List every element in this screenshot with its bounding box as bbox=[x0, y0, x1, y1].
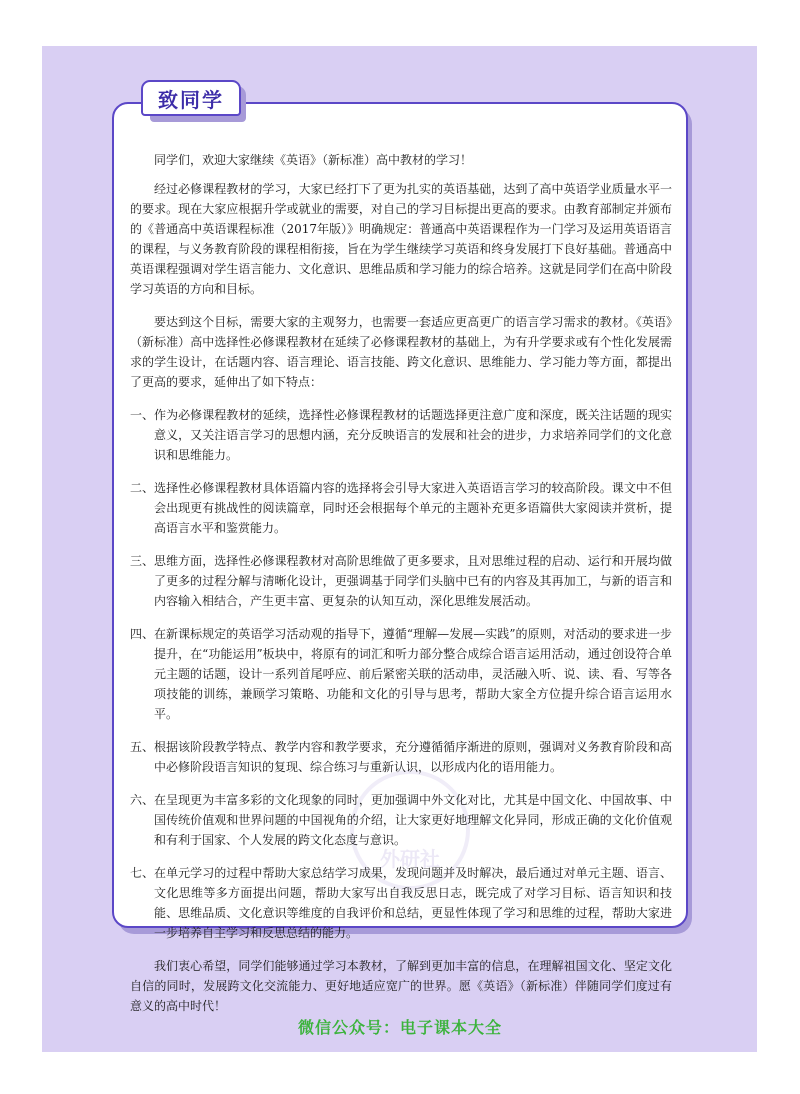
list-item-text: 在单元学习的过程中帮助大家总结学习成果，发现问题并及时解决，最后通过对单元主题、语言、文化思维等多方面提出问题，帮助大家写出自我反思日志，既完成了对学习目标、语言知识和技能、思维品质、文化意识等维度的自我评价和总结，更显性体现了学习和思维的过程，帮助大家进一步培养自主学习和反思总结的能力。 bbox=[154, 866, 672, 940]
list-item-number: 七、 bbox=[130, 866, 155, 880]
footer-wechat-text: 微信公众号：电子课本大全 bbox=[297, 1018, 502, 1037]
list-item-number: 六、 bbox=[130, 793, 155, 807]
page-title: 致同学 bbox=[141, 80, 241, 116]
closing-paragraph: 我们衷心希望，同学们能够通过学习本教材，了解到更加丰富的信息，在理解祖国文化、坚定文化自信的同时，发展跨文化交流能力、更好地适应宽广的世界。愿《英语》（新标准）伴随同学们度过有意义的高中时代！ bbox=[130, 959, 672, 1013]
list-item bbox=[130, 478, 672, 538]
list-item bbox=[130, 405, 672, 465]
list-item bbox=[130, 737, 672, 777]
list-item-text: 根据该阶段教学特点、教学内容和教学要求，充分遵循循序渐进的原则，强调对义务教育阶段和高中必修阶段语言知识的复现、综合练习与重新认识，以形成内化的语用能力。 bbox=[154, 740, 672, 774]
intro-paragraph-2: 要达到这个目标，需要大家的主观努力，也需要一套适应更高更广的语言学习需求的教材。《英语》（新标准）高中选择性必修课程教材在延续了必修课程教材的基础上，为有升学要求或有个性化发展需求的学生设计，在话题内容、语言理论、语言技能、跨文化意识、思维能力、学习能力等方面，都提出了更高的要求，延伸出了如下特点： bbox=[130, 315, 672, 389]
list-item bbox=[130, 790, 672, 850]
letter-content bbox=[130, 150, 672, 1016]
list-item-text: 作为必修课程教材的延续，选择性必修课程教材的话题选择更注意广度和深度，既关注话题的现实意义，又关注语言学习的思想内涵，充分反映语言的发展和社会的进步，力求培养同学们的文化意识和思维能力。 bbox=[154, 408, 672, 462]
list-item bbox=[130, 624, 672, 724]
list-item-number: 二、 bbox=[130, 481, 155, 495]
list-item-number: 四、 bbox=[130, 627, 155, 641]
list-item-text: 在新课标规定的英语学习活动观的指导下，遵循“理解—发展—实践”的原则，对活动的要求进一步提升，在“功能运用”板块中，将原有的词汇和听力部分整合成综合语言运用活动，通过创设符合单元主题的话题，设计一系列首尾呼应、前后紧密关联的活动串，灵活融入听、说、读、看、写等各项技能的训练，兼顾学习策略、功能和文化的引导与思考，帮助大家全方位提升综合语言运用水平。 bbox=[154, 627, 672, 721]
list-item-text: 在呈现更为丰富多彩的文化现象的同时，更加强调中外文化对比，尤其是中国文化、中国故事、中国传统价值观和世界问题的中国视角的介绍，让大家更好地理解文化异同，形成正确的文化价值观和有利于国家、个人发展的跨文化态度与意识。 bbox=[154, 793, 672, 847]
list-item bbox=[130, 863, 672, 943]
list-item-number: 一、 bbox=[130, 408, 155, 422]
list-item bbox=[130, 551, 672, 611]
intro-paragraph-1: 经过必修课程教材的学习，大家已经打下了更为扎实的英语基础，达到了高中英语学业质量水平一的要求。现在大家应根据升学或就业的需要，对自己的学习目标提出更高的要求。由教育部制定并颁布的《普通高中英语课程标准（2017年版）》明确规定：普通高中英语课程作为一门学习及运用英语语言的课程，与义务教育阶段的课程相衔接，旨在为学生继续学习英语和终身发展打下良好基础。普通高中英语课程强调对学生语言能力、文化意识、思维品质和学习能力的综合培养。这就是同学们在高中阶段学习英语的方向和目标。 bbox=[130, 182, 672, 296]
list-item-number: 五、 bbox=[130, 740, 155, 754]
publisher-watermark-logo: 外研社 bbox=[350, 770, 470, 890]
list-item-number: 三、 bbox=[130, 554, 155, 568]
list-item-text: 选择性必修课程教材具体语篇内容的选择将会引导大家进入英语语言学习的较高阶段。课文中不但会出现更有挑战性的阅读篇章，同时还会根据每个单元的主题补充更多语篇供大家阅读并赏析，提高语言水平和鉴赏能力。 bbox=[154, 481, 672, 535]
greeting: 同学们，欢迎大家继续《英语》（新标准）高中教材的学习！ bbox=[154, 153, 473, 167]
list-item-text: 思维方面，选择性必修课程教材对高阶思维做了更多要求，且对思维过程的启动、运行和开展均做了更多的过程分解与清晰化设计，更强调基于同学们头脑中已有的内容及其再加工，与新的语言和内容输入相结合，产生更丰富、更复杂的认知互动，深化思维发展活动。 bbox=[154, 554, 672, 608]
